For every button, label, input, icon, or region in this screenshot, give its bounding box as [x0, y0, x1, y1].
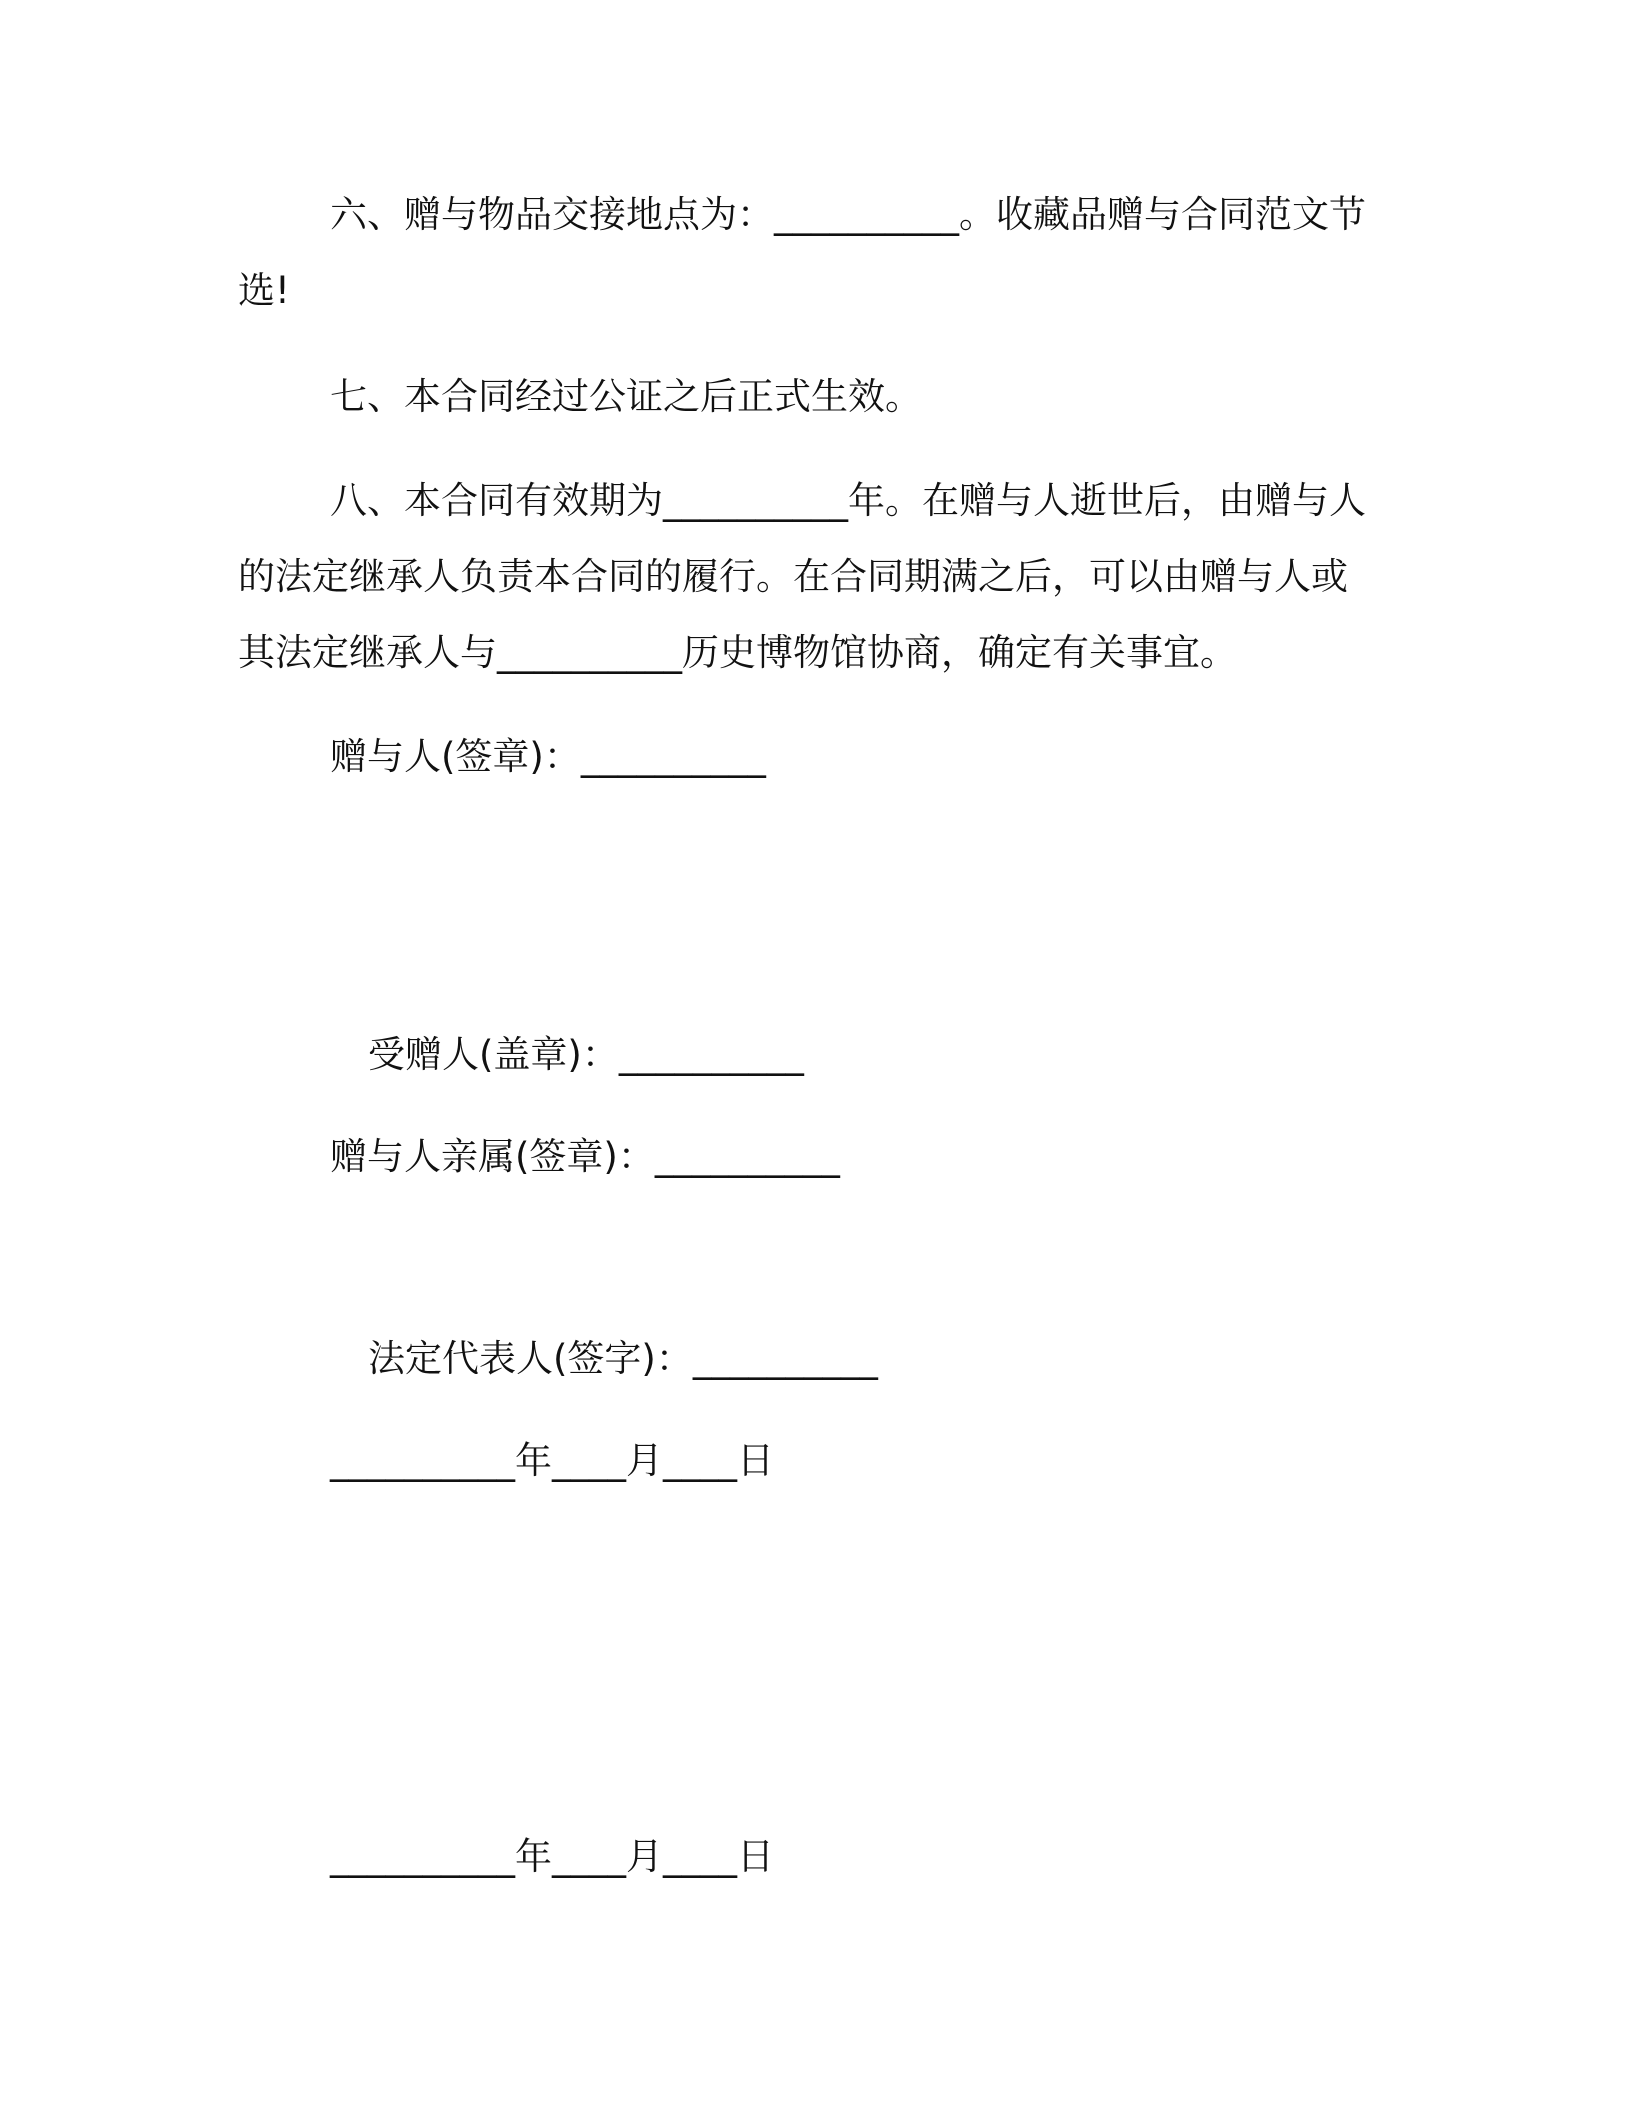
- clause-8-line-1: 八、本合同有效期为__________年。在赠与人逝世后，由赠与人: [330, 479, 1366, 522]
- clause-8-line-3: 其法定继承人与__________历史博物馆协商，确定有关事宜。: [238, 631, 1237, 674]
- clause-6-line-1: 六、赠与物品交接地点为：__________。收藏品赠与合同范文节: [330, 193, 1366, 236]
- clause-7-line-1: 七、本合同经过公证之后正式生效。: [330, 375, 922, 418]
- donor-relative-signature-line: 赠与人亲属(签章)：__________: [330, 1135, 840, 1178]
- clause-8-line-2: 的法定继承人负责本合同的履行。在合同期满之后，可以由赠与人或: [238, 555, 1348, 598]
- date-line-1: __________年____月____日: [330, 1439, 774, 1482]
- date-line-2: __________年____月____日: [330, 1835, 774, 1878]
- clause-6-line-2: 选!: [238, 269, 290, 312]
- donee-seal-line: 受赠人(盖章)：__________: [368, 1033, 804, 1076]
- legal-representative-signature-line: 法定代表人(签字)：__________: [368, 1337, 878, 1380]
- donor-signature-line: 赠与人(签章)：__________: [330, 735, 766, 778]
